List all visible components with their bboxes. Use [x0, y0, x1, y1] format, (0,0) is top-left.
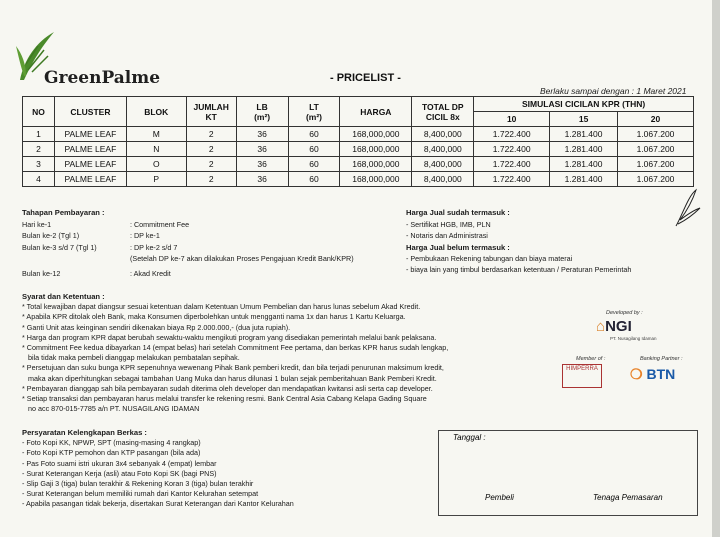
cell-dp: 8,400,000	[412, 127, 474, 142]
harga-termasuk-heading: Harga Jual sudah termasuk :	[406, 208, 510, 217]
header-20: 20	[618, 112, 694, 127]
brand-logo-text: GreenPalme	[44, 68, 161, 88]
tahapan-key: Hari ke-1	[22, 220, 52, 230]
tahapan-value: : DP ke-1	[130, 231, 160, 241]
harga-section	[406, 208, 706, 275]
cell-blok: P	[126, 172, 186, 187]
developed-by-label: Developed by :	[606, 310, 643, 316]
tahapan-key: Bulan ke-3 s/d 7 (Tgl 1)	[22, 242, 97, 252]
cell-lt: 60	[288, 172, 340, 187]
cell-dp: 8,400,000	[412, 172, 474, 187]
member-of-label: Member of :	[576, 356, 606, 362]
cell-harga: 168,000,000	[340, 127, 412, 142]
header-jumlah: JUMLAH	[193, 101, 229, 112]
cell-kt: 2	[186, 172, 236, 187]
list-item: - Surat Keterangan belum memiliki rumah dari Kantor Kelurahan setempat	[22, 489, 259, 499]
syarat-section	[22, 292, 552, 414]
table-row	[23, 142, 694, 157]
table-row	[23, 157, 694, 172]
tahapan-key: Bulan ke-2 (Tgl 1)	[22, 231, 80, 241]
cell-c20: 1.067.200	[618, 172, 694, 187]
cell-dp: 8,400,000	[412, 157, 474, 172]
cell-c15: 1.281.400	[550, 157, 618, 172]
cell-lt: 60	[288, 157, 340, 172]
cell-harga: 168,000,000	[340, 157, 412, 172]
himperra-logo-text: HIMPERRA	[566, 366, 598, 372]
tenaga-pemasaran-label: Tenaga Pemasaran	[593, 493, 663, 502]
kelengkapan-heading: Persyaratan Kelengkapan Berkas :	[22, 428, 147, 437]
tahapan-section	[22, 208, 382, 279]
cell-c15: 1.281.400	[550, 127, 618, 142]
cell-harga: 168,000,000	[340, 172, 412, 187]
list-item: maka akan diperhitungkan sebagai tambahan Uang Muka dan harus dilunasi 1 bulan sejak pemberitahuan Bank Pemberi Kredit.	[22, 373, 437, 383]
list-item: * Pembayaran dianggap sah bila pembayaran sudah diterima oleh developer dan mendapatkan kwitansi asli serta cap developer.	[22, 383, 433, 393]
btn-logo-text: BTN	[646, 366, 676, 382]
cell-kt: 2	[186, 127, 236, 142]
table-row	[23, 172, 694, 187]
cell-no: 1	[23, 127, 55, 142]
list-item: - biaya lain yang timbul berdasarkan ketentuan / Peraturan Pemerintah	[406, 265, 632, 275]
himperra-logo	[562, 364, 602, 388]
list-item: bila tidak maka pembeli dianggap melakukan pembatalan sepihak.	[22, 353, 240, 363]
cell-dp: 8,400,000	[412, 142, 474, 157]
tahapan-heading: Tahapan Pembayaran :	[22, 208, 105, 217]
list-item: no acc 870-015-7785 a/n PT. NUSAGILANG IDAMAN	[22, 404, 200, 414]
table-row	[23, 127, 694, 142]
cell-c10: 1.722.400	[474, 157, 550, 172]
validity-date: Berlaku sampai dengan : 1 Maret 2021	[540, 86, 687, 96]
header-kt: KT	[205, 111, 217, 122]
btn-logo	[630, 366, 675, 383]
cell-c10: 1.722.400	[474, 127, 550, 142]
header-lb	[236, 97, 288, 127]
cell-lb: 36	[236, 157, 288, 172]
cell-harga: 168,000,000	[340, 142, 412, 157]
cell-no: 2	[23, 142, 55, 157]
list-item: - Foto Kopi KTP pemohon dan KTP pasangan (bila ada)	[22, 448, 201, 458]
tahapan-key: Bulan ke-12	[22, 269, 61, 279]
cell-cluster: PALME LEAF	[54, 157, 126, 172]
header-no: NO	[23, 97, 55, 127]
ngi-subtitle: PT. Nusagilang Idaman	[610, 336, 657, 341]
cell-cluster: PALME LEAF	[54, 127, 126, 142]
table-header-row	[23, 97, 694, 112]
header-harga: HARGA	[340, 97, 412, 127]
tahapan-value: : Commitment Fee	[130, 220, 190, 230]
list-item: * Total kewajiban dapat diangsur sesuai ketentuan dalam Ketentuan Umum Pembelian dan harus lunas sebelum Akad Kredit.	[22, 302, 421, 312]
cell-lb: 36	[236, 127, 288, 142]
cell-c20: 1.067.200	[618, 142, 694, 157]
cell-no: 4	[23, 172, 55, 187]
cell-blok: M	[126, 127, 186, 142]
ngi-logo-text: NGI	[605, 318, 632, 335]
header-lb-label: LB	[256, 101, 268, 112]
header-cicil: CICIL 8x	[425, 111, 460, 122]
cell-c10: 1.722.400	[474, 142, 550, 157]
tanggal-label: Tanggal :	[453, 433, 486, 442]
syarat-heading: Syarat dan Ketentuan :	[22, 292, 105, 301]
header-simulasi: SIMULASI CICILAN KPR (THN)	[474, 97, 694, 112]
signature-box	[438, 430, 698, 516]
cell-cluster: PALME LEAF	[54, 172, 126, 187]
header-jumlah-kt	[186, 97, 236, 127]
cell-c15: 1.281.400	[550, 172, 618, 187]
cell-kt: 2	[186, 142, 236, 157]
tahapan-value: (Setelah DP ke-7 akan dilakukan Proses Pengajuan Kredit Bank/KPR)	[130, 253, 354, 263]
list-item: * Harga dan program KPR dapat berubah sewaktu-waktu mengikuti program yang disediakan pemerintah melalui bank pelaksana.	[22, 332, 437, 342]
header-blok: BLOK	[126, 97, 186, 127]
list-item: * Persetujuan dan suku bunga KPR sepenuhnya wewenang Pihak Bank pemberi kredit, dan bila terjadi penurunan maksimum kredit,	[22, 363, 444, 373]
header-cluster: CLUSTER	[54, 97, 126, 127]
header-15: 15	[550, 112, 618, 127]
pricelist-table	[22, 96, 694, 187]
btn-swirl-icon: ❍	[630, 366, 643, 382]
cell-c15: 1.281.400	[550, 142, 618, 157]
pembeli-label: Pembeli	[485, 493, 514, 502]
tahapan-value: : Akad Kredit	[130, 269, 171, 279]
banking-partner-label: Banking Partner :	[640, 356, 683, 362]
cell-no: 3	[23, 157, 55, 172]
list-item: - Surat Keterangan Kerja (asli) atau Foto Kopi SK (bagi PNS)	[22, 468, 217, 478]
cell-c20: 1.067.200	[618, 127, 694, 142]
list-item: - Pembukaan Rekening tabungan dan biaya materai	[406, 253, 573, 263]
header-lt-unit: (m²)	[305, 111, 322, 122]
cell-lb: 36	[236, 142, 288, 157]
cell-blok: O	[126, 157, 186, 172]
list-item: - Sertifikat HGB, IMB, PLN	[406, 220, 491, 230]
list-item: - Apabila pasangan tidak bekerja, disertakan Surat Keterangan dari Kantor Kelurahan	[22, 499, 294, 509]
house-icon: ⌂	[596, 318, 606, 335]
header-total-dp-label: TOTAL DP	[422, 101, 464, 112]
header-total-dp	[412, 97, 474, 127]
list-item: - Notaris dan Administrasi	[406, 231, 488, 241]
cell-lt: 60	[288, 142, 340, 157]
cell-blok: N	[126, 142, 186, 157]
list-item: - Slip Gaji 3 (tiga) bulan terakhir & Rekening Koran 3 (tiga) bulan terakhir	[22, 479, 254, 489]
list-item: * Commitment Fee kedua dibayarkan 14 (empat belas) hari setelah Commitment Fee pertama, dan berkas KPR harus sudah lengkap,	[22, 343, 449, 353]
list-item: - Pas Foto suami istri ukuran 3x4 sebanyak 4 (empat) lembar	[22, 458, 217, 468]
ngi-logo	[596, 318, 632, 335]
header-lt	[288, 97, 340, 127]
list-item: * Setiap transaksi dan pembayaran harus melalui transfer ke rekening resmi. Bank Central Asia Cabang Kelapa Gading Square	[22, 394, 427, 404]
header-lb-unit: (m²)	[254, 111, 271, 122]
cell-lt: 60	[288, 127, 340, 142]
cell-cluster: PALME LEAF	[54, 142, 126, 157]
list-item: - Foto Kopi KK, NPWP, SPT (masing-masing 4 rangkap)	[22, 438, 201, 448]
harga-belum-heading: Harga Jual belum termasuk :	[406, 242, 510, 252]
list-item: * Ganti Unit atas keinginan sendiri dikenakan biaya Rp 2.000.000,- (dua juta rupiah).	[22, 322, 291, 332]
cell-c10: 1.722.400	[474, 172, 550, 187]
kelengkapan-section	[22, 428, 422, 510]
list-item: * Apabila KPR ditolak oleh Bank, maka Konsumen diperbolehkan untuk mengganti nama 1x dan harus 1 Kartu Keluarga.	[22, 312, 406, 322]
page-title: - PRICELIST -	[330, 72, 401, 84]
tahapan-value: : DP ke-2 s/d 7	[130, 242, 178, 252]
header-lt-label: LT	[309, 101, 319, 112]
cell-lb: 36	[236, 172, 288, 187]
cell-kt: 2	[186, 157, 236, 172]
header-10: 10	[474, 112, 550, 127]
cell-c20: 1.067.200	[618, 157, 694, 172]
